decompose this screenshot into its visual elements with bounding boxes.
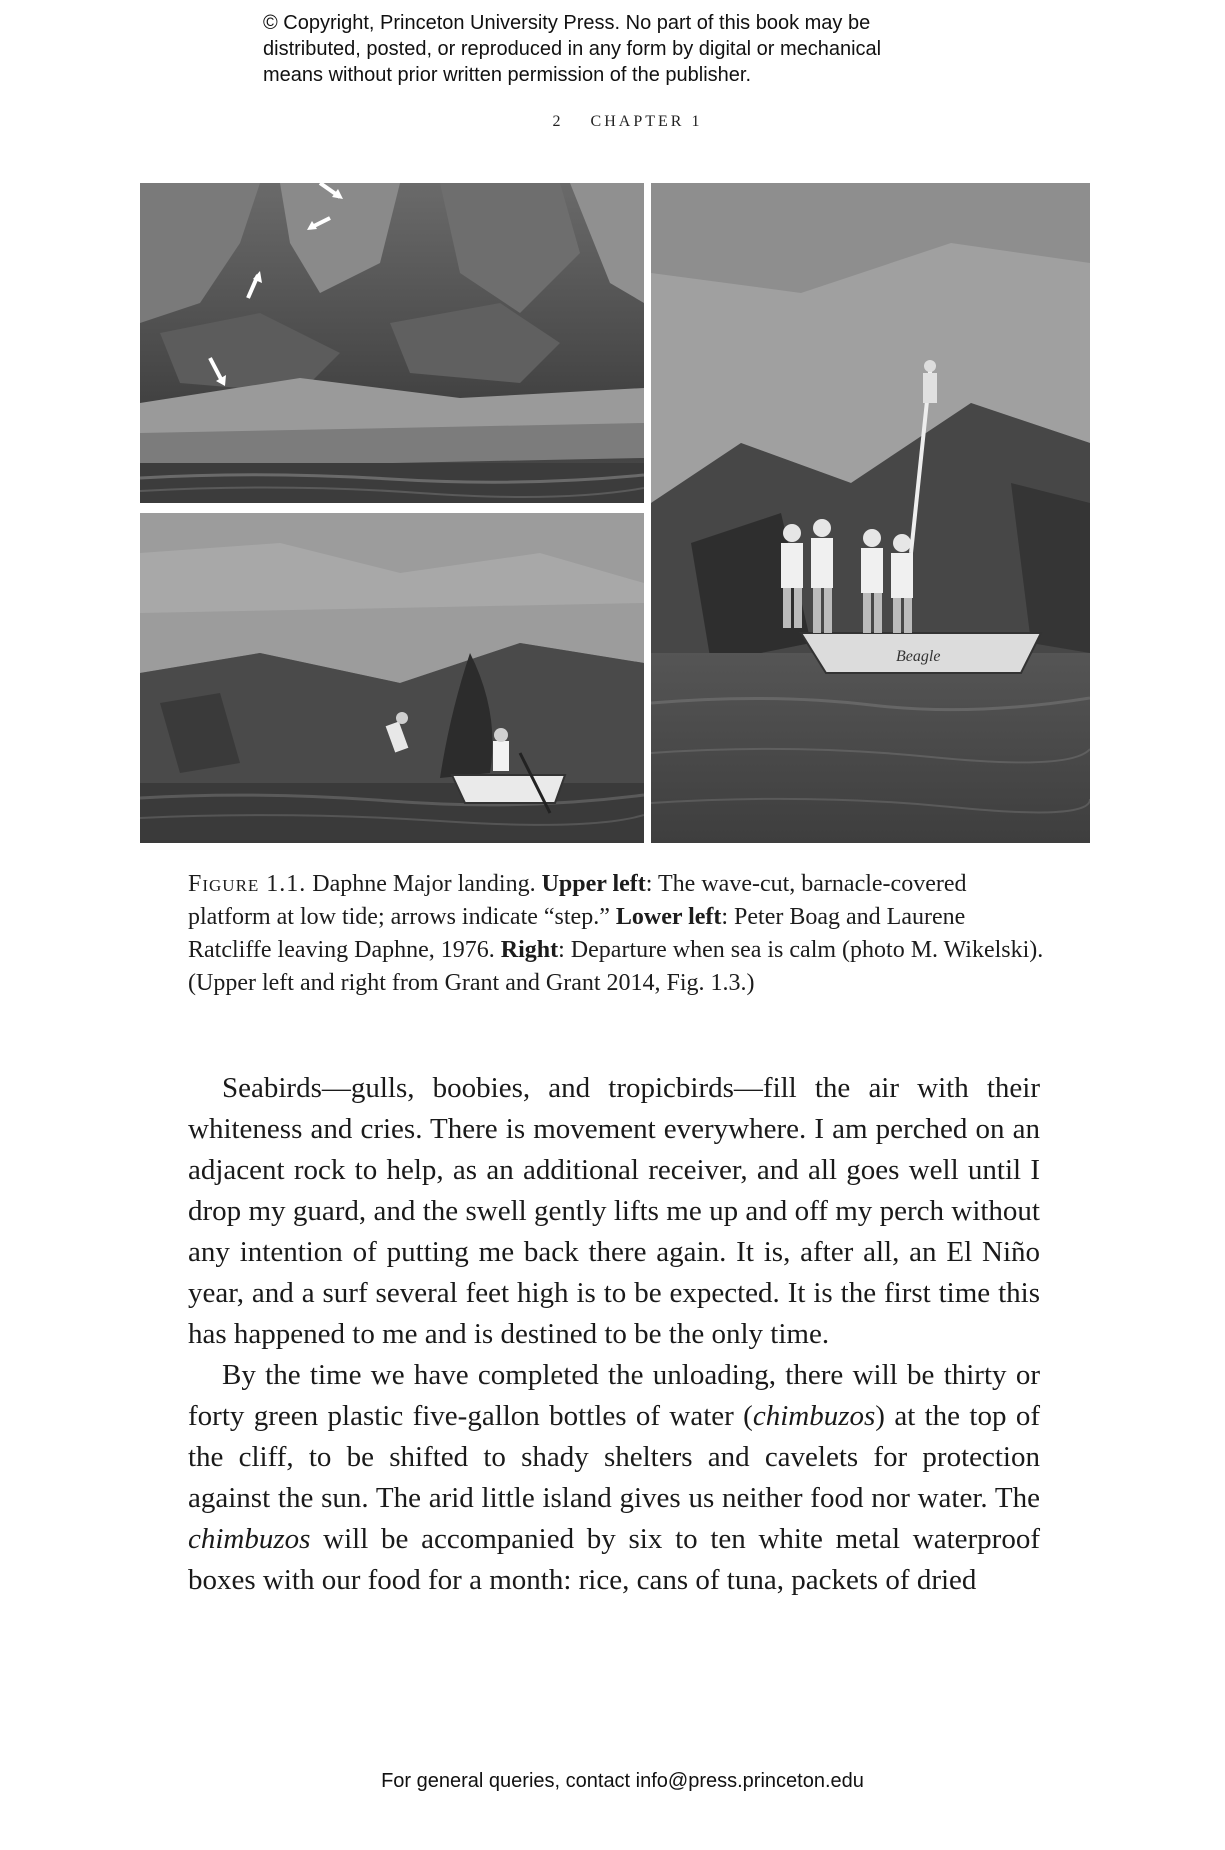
- boat-name: Beagle: [896, 648, 941, 665]
- photo-lower-left: [140, 513, 644, 843]
- paragraph-text: will be accompanied by six to ten white metal waterproof boxes with our food for a month: rice, cans of tuna, packets of dried: [188, 1523, 1040, 1596]
- copyright-line: distributed, posted, or reproduced in any form by digital or mechanical: [263, 38, 882, 60]
- caption-upper-left-label: Upper left: [541, 871, 646, 897]
- paragraph-text: By the time we have completed the unloading, there will be thirty or forty green plastic five-gallon bottles of water (: [188, 1359, 1040, 1432]
- italic-term: chimbuzos: [752, 1400, 876, 1432]
- footer-contact: For general queries, contact info@press.princeton.edu: [381, 1770, 864, 1792]
- paragraph: [188, 1355, 1040, 1601]
- paragraph-text: ) at the top of the cliff, to be shifted to shady shelters and cavelets for protection against the sun. The arid little island gives us neither food nor water. The: [188, 1400, 1041, 1514]
- caption-right-text: : Departure when sea is calm (photo M. Wikelski). (Upper left and right from Grant and Grant 2014, Fig. 1.3.): [188, 937, 1044, 996]
- chapter-title: CHAPTER 1: [590, 113, 703, 130]
- caption-right-label: Right: [500, 937, 559, 963]
- caption-lower-left-text: : Peter Boag and Laurene Ratcliffe leaving Daphne, 1976.: [188, 904, 966, 963]
- caption-upper-left-text: : The wave-cut, barnacle-covered platform at low tide; arrows indicate “step.”: [188, 871, 967, 930]
- running-head: [0, 113, 1225, 131]
- copyright-notice: [263, 10, 1023, 88]
- paragraph: Seabirds—gulls, boobies, and tropicbirds—fill the air with their whiteness and cries. There is movement everywhere. I am perched on an adjacent rock to help, as an additional receiver, and all goes well until I drop my guard, and the swell gently lifts me up and off my perch without any intention of putting me back there again. It is, after all, an El Niño year, and a surf several feet high is to be expected. It is the first time this has happened to me and is destined to be the only time.: [188, 1072, 1040, 1350]
- figure-label: Figure 1.1.: [188, 871, 307, 897]
- caption-lower-left-label: Lower left: [615, 904, 722, 930]
- copyright-line: means without prior written permission of the publisher.: [263, 64, 752, 86]
- caption-intro: Daphne Major landing.: [306, 871, 542, 897]
- body-text: [188, 1068, 1040, 1601]
- copyright-line: © Copyright, Princeton University Press. No part of this book may be: [263, 12, 871, 34]
- page-number: 2: [552, 113, 564, 130]
- figure-caption: [188, 868, 1048, 1000]
- photo-right: [651, 183, 1090, 843]
- photo-upper-left: [140, 183, 644, 503]
- italic-term: chimbuzos: [188, 1523, 311, 1555]
